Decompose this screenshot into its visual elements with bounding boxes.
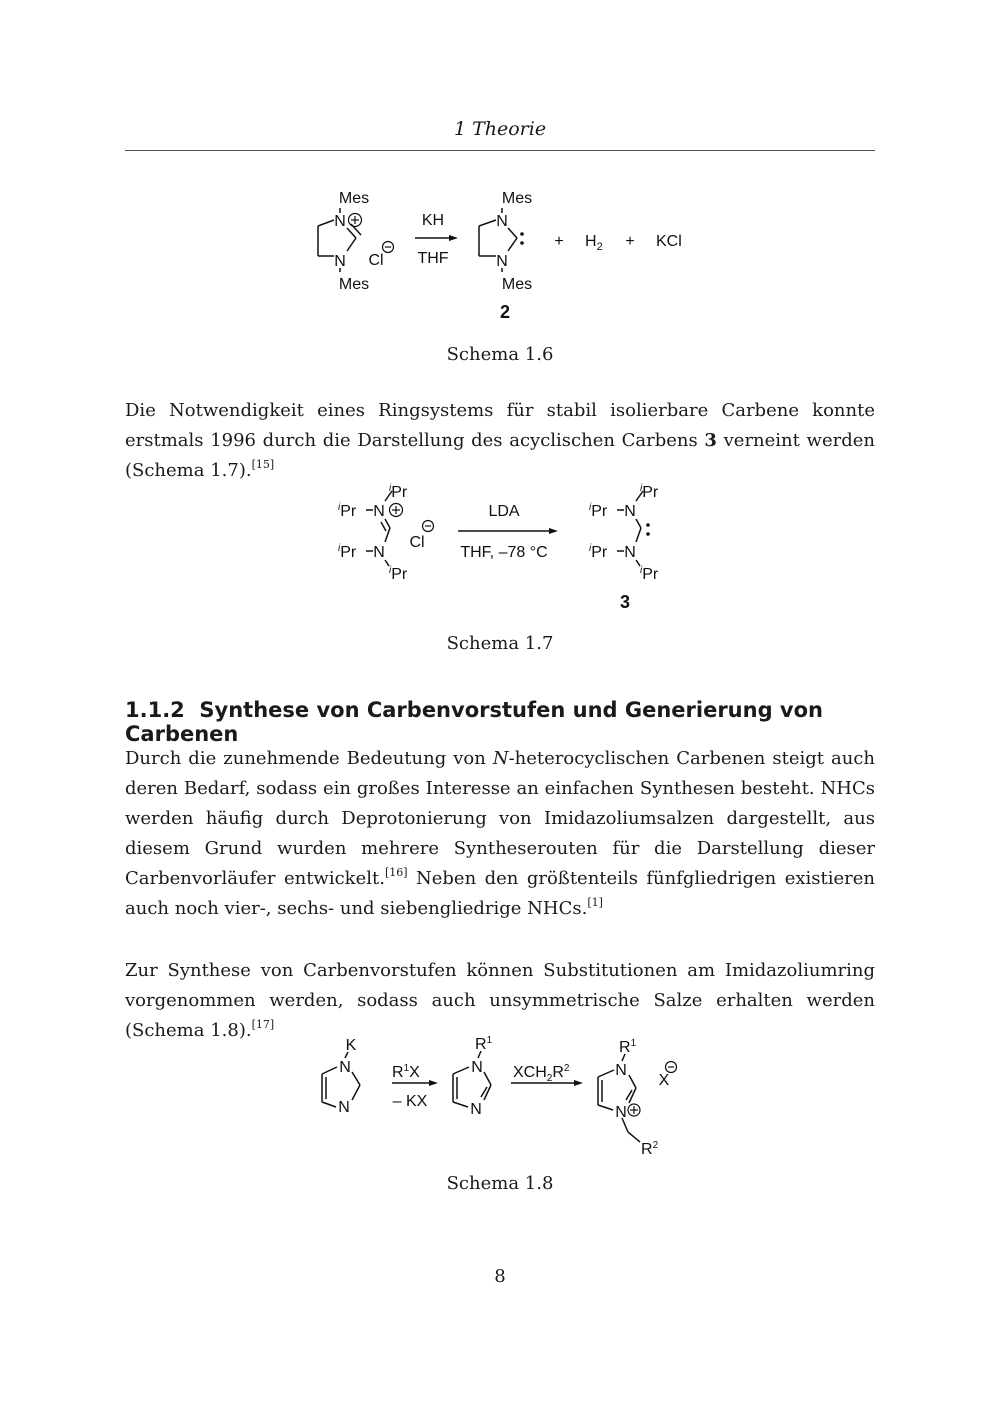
paragraph-3-text: Zur Synthese von Carbenvorstufen können Substitutionen am Imidazoliumring vorgenommen werden, sodass auch unsymmetrische Salze erhalten werden (Schema 1.8). [125,960,875,1041]
product-n-bottom: N [496,253,508,270]
paragraph-1-text-b: verneint werden (Schema 1.7). [125,430,875,481]
paragraph-2-text-a: Durch die zunehmende Bedeutung von [125,748,493,769]
imidazolium-r2: $R^2$ [641,1140,659,1158]
imidazolium-n-bottom: N [615,1104,627,1121]
italic-n: N [492,748,509,769]
reactant-ipr-left-upper: $^i$Pr [338,502,357,520]
reactant-ipr-top: $^i$Pr [389,483,408,501]
product-n-top: N [496,213,508,230]
product-mes-top: Mes [501,190,533,207]
scheme-1-7-drawing [0,470,1000,620]
imidazole-n-bottom: N [470,1101,482,1118]
compound-number-2: 2 [499,302,511,322]
citation-15[interactable]: [15] [251,458,275,471]
h2-subscript: 2 [596,241,603,253]
reactant-n-upper: N [373,503,385,520]
imidazole-r1: $R^1$ [475,1035,493,1053]
byproduct-h2 [585,233,603,253]
reactant-ipr-left-lower: $^i$Pr [338,543,357,561]
scheme-1-6-drawing [0,180,1000,330]
paragraph-1-text-a: Die Notwendigkeit eines Ringsystems für stabil isolierbare Carbene konnte erstmals 1996 durch die Darstellung des acyclischen Carbens [125,400,875,451]
conditions-thf-temp: THF, –78 °C [460,544,548,561]
byproduct-kcl: KCl [656,233,682,250]
product-n-lower: N [624,544,636,561]
chloride-label: Cl [409,534,425,551]
scheme-1-6 [0,180,1000,330]
product-mes-bottom: Mes [501,276,533,293]
reactant-n-top: N [334,213,346,230]
page-number: 8 [494,1266,506,1287]
product-ipr-bottom: $^i$Pr [640,565,659,583]
scheme-1-8 [0,1030,1000,1170]
byproduct-kx: – KX [392,1093,428,1110]
reagent-kh: KH [421,212,445,229]
paragraph-2-text-b: -heterocyclischen Carbenen steigt auch deren Bedarf, sodass ein großes Interesse an einfachen Synthesen besteht. NHCs werden häufig durch Deprotonierung von Imidazoliumsalzen dargestellt, aus diesem Grund wurden mehrere Syntheserouten für die Darstellung dieser Carbenvorläufer entwickelt. [125,748,876,889]
product-ipr-left-lower: $^i$Pr [589,543,608,561]
product-n-upper: N [624,503,636,520]
reactant-mes-top: Mes [338,190,370,207]
imidazolium-n-top: N [615,1062,627,1079]
caption-schema-1-6: Schema 1.6 [446,344,554,365]
citation-16[interactable]: [16] [384,866,408,879]
imidazolide-n-bottom: N [338,1099,350,1116]
caption-schema-1-8: Schema 1.8 [446,1173,554,1194]
imidazolide-n-top: N [339,1059,351,1076]
section-heading [125,698,885,746]
scheme-1-7 [0,470,1000,620]
reactant-n-bottom: N [334,253,346,270]
potassium-label: K [345,1037,357,1054]
product-ipr-left-upper: $^i$Pr [589,502,608,520]
citation-1[interactable]: [1] [587,896,603,909]
reactant-n-lower: N [373,544,385,561]
paragraph-2-text-c: Neben den größtenteils fünfgliedrigen existieren auch noch vier-, sechs- und siebengliedrige NHCs. [125,868,875,919]
reagent-xch2r2: $XCH_2R^2$ [513,1063,570,1084]
plus-sign-1: + [554,233,564,250]
counterion-x: X [658,1072,670,1089]
chloride-label: Cl [368,252,384,269]
compound-ref-3: 3 [704,430,717,451]
compound-number-3: 3 [619,592,631,612]
paragraph-nhc-synthesis [125,744,875,924]
imidazole-n-top: N [471,1059,483,1076]
reactant-mes-bottom: Mes [338,276,370,293]
reagent-r1x: $R^1X$ [392,1063,420,1081]
header-rule [125,150,875,151]
section-number: 1.1.2 [125,698,185,722]
citation-17[interactable]: [17] [251,1018,275,1031]
product-ipr-top: $^i$Pr [640,483,659,501]
scheme-1-8-drawing [0,1030,1000,1170]
h2-h: H [585,233,597,250]
reactant-ipr-bottom: $^i$Pr [389,565,408,583]
caption-schema-1-7: Schema 1.7 [446,633,554,654]
section-title: Synthese von Carbenvorstufen und Generierung von Carbenen [125,698,823,746]
plus-sign-2: + [625,233,635,250]
solvent-thf: THF [417,250,449,267]
running-head: 1 Theorie [453,118,547,140]
reagent-lda: LDA [488,503,520,520]
imidazolium-r1: $R^1$ [619,1038,637,1056]
